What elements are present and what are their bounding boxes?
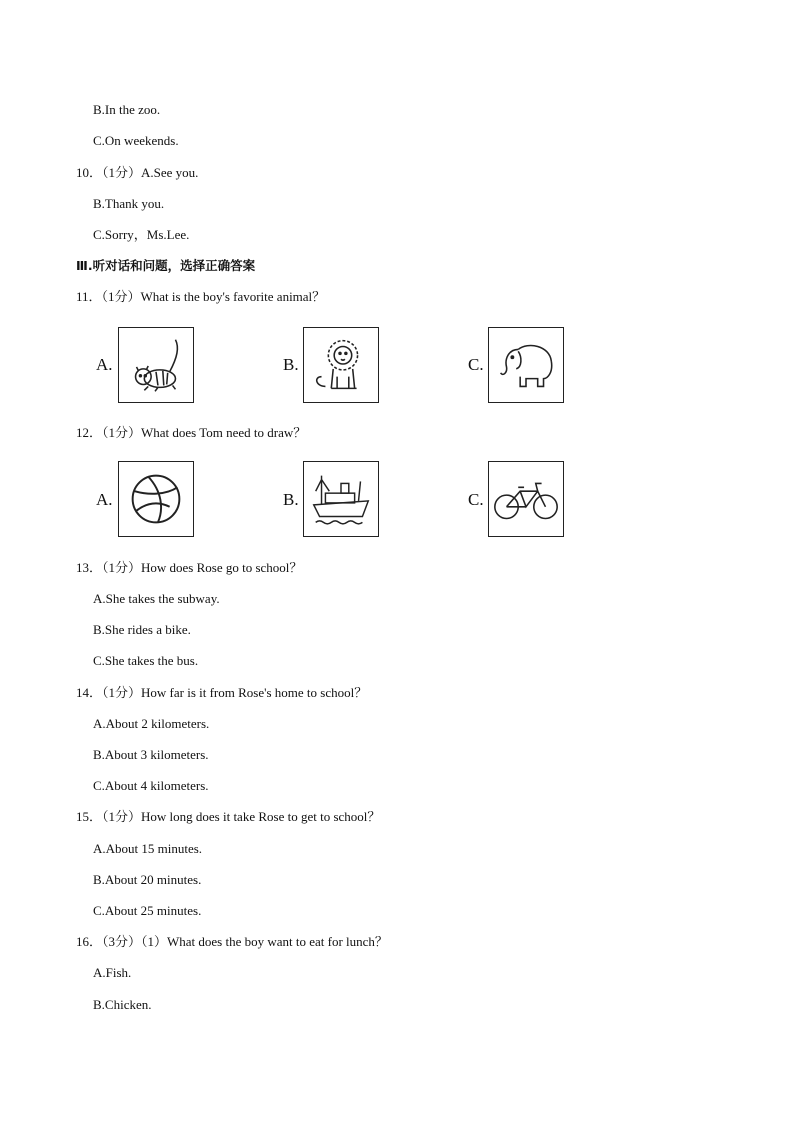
option-text: C.She takes the bus.: [93, 653, 199, 668]
option-text: B.Chicken.: [93, 997, 152, 1012]
option-text: B.In the zoo.: [93, 102, 161, 117]
question-11-stem: 11．（1分）What is the boy's favorite animal？: [76, 289, 326, 304]
question-12-stem: 12．（1分）What does Tom need to draw？: [76, 425, 307, 440]
option-text: A.About 2 kilometers.: [93, 716, 210, 731]
ship-icon: [303, 461, 379, 537]
choice-letter: C.: [468, 355, 484, 374]
question-10-stem: 10．（1分）A.See you.: [76, 165, 199, 180]
option-text: B.About 3 kilometers.: [93, 747, 209, 762]
option-text: C.About 4 kilometers.: [93, 778, 209, 793]
lion-icon: [303, 327, 379, 403]
question-13-stem: 13．（1分）How does Rose go to school？: [76, 560, 303, 575]
question-15-stem: 15．（1分）How long does it take Rose to get to school？: [76, 809, 381, 824]
elephant-icon: [488, 327, 564, 403]
option-text: C.About 25 minutes.: [93, 903, 202, 918]
choice-letter: A.: [96, 355, 113, 374]
option-text: A.About 15 minutes.: [93, 841, 203, 856]
choice-letter: C.: [468, 490, 484, 509]
choice-letter: A.: [96, 490, 113, 509]
choice-letter: B.: [283, 355, 299, 374]
bicycle-icon: [488, 461, 564, 537]
option-text: C.On weekends.: [93, 133, 179, 148]
tiger-icon: [118, 327, 194, 403]
choice-letter: B.: [283, 490, 299, 509]
option-text: A.Fish.: [93, 965, 132, 980]
section-3-title: Ⅲ.听对话和问题，选择正确答案: [76, 258, 256, 273]
option-text: B.About 20 minutes.: [93, 872, 202, 887]
option-text: C.Sorry，Ms.Lee.: [93, 227, 190, 242]
option-text: B.Thank you.: [93, 196, 165, 211]
option-text: B.She rides a bike.: [93, 622, 191, 637]
question-16-stem: 16．（3分）（1）What does the boy want to eat for lunch？: [76, 934, 388, 949]
option-text: A.She takes the subway.: [93, 591, 220, 606]
question-14-stem: 14．（1分）How far is it from Rose's home to school？: [76, 685, 368, 700]
basketball-icon: [118, 461, 194, 537]
